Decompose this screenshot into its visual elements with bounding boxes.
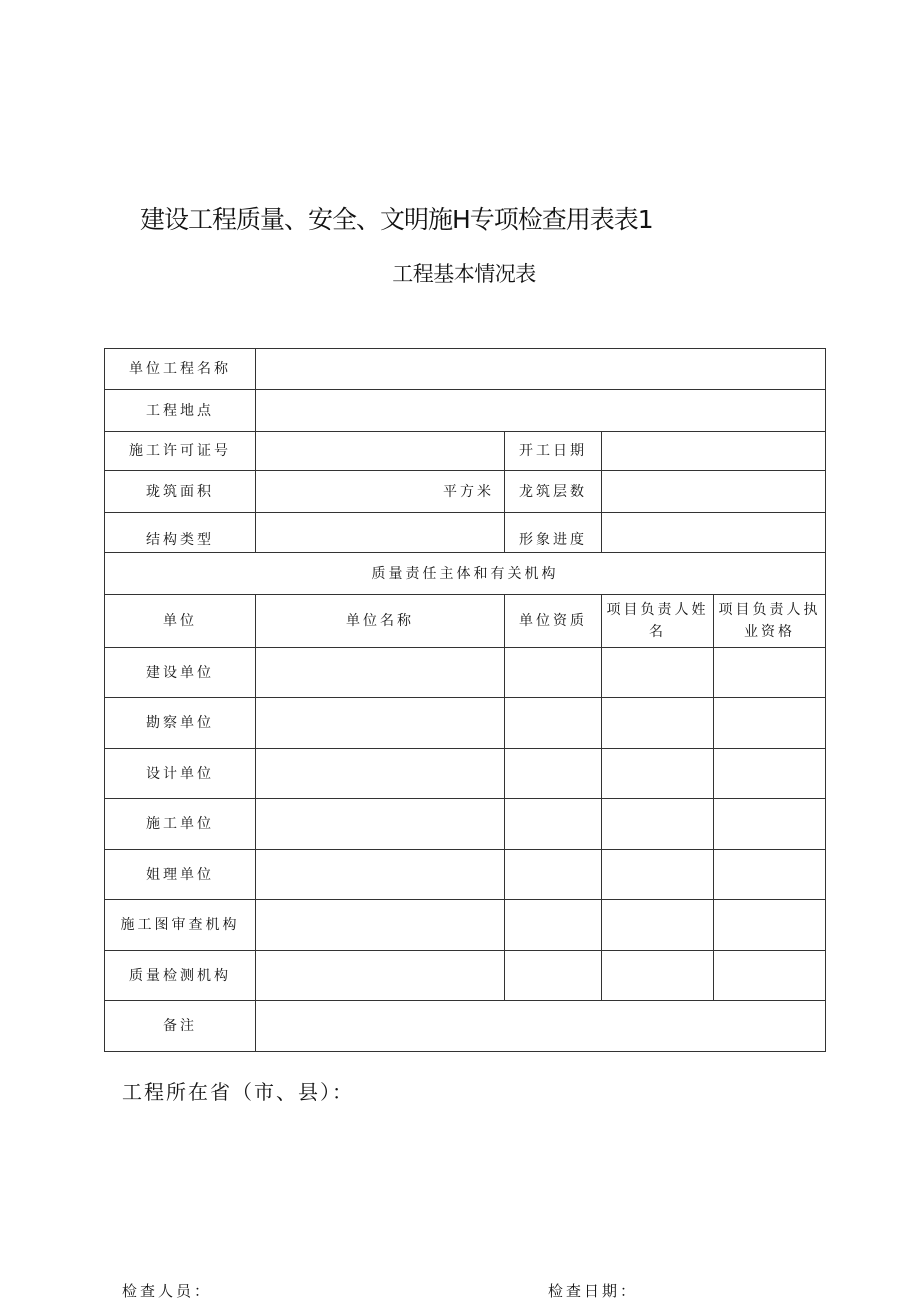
qualification-cell[interactable] xyxy=(505,850,602,900)
location-field[interactable] xyxy=(256,390,826,432)
section-title: 质量责任主体和有关机构 xyxy=(105,553,826,595)
manager-name-cell[interactable] xyxy=(602,850,714,900)
unit-label: 建设单位 xyxy=(105,648,256,698)
qualification-cell[interactable] xyxy=(505,951,602,1001)
qualification-cell[interactable] xyxy=(505,799,602,850)
table-row xyxy=(105,648,826,698)
inspector-label: 检查人员： xyxy=(122,1282,213,1300)
unit-name-cell[interactable] xyxy=(256,648,505,698)
unit-name-cell[interactable] xyxy=(256,850,505,900)
permit-label: 施工许可证号 xyxy=(105,432,256,471)
unit-label: 质量检测机构 xyxy=(105,951,256,1001)
table-row xyxy=(105,749,826,799)
table-row xyxy=(105,1001,826,1052)
table-row xyxy=(105,390,826,432)
qualification-cell[interactable] xyxy=(505,749,602,799)
table-row xyxy=(105,471,826,513)
table-row xyxy=(105,553,826,595)
qualification-cell[interactable] xyxy=(505,698,602,749)
unit-label: 设计单位 xyxy=(105,749,256,799)
progress-label: 形象进度 xyxy=(505,513,602,553)
manager-name-cell[interactable] xyxy=(602,951,714,1001)
table-row xyxy=(105,850,826,900)
manager-name-cell[interactable] xyxy=(602,648,714,698)
table-row xyxy=(105,432,826,471)
remarks-label: 备注 xyxy=(105,1001,256,1052)
unit-label: 施工图审查机构 xyxy=(105,900,256,951)
structure-field[interactable] xyxy=(256,513,505,553)
manager-name-cell[interactable] xyxy=(602,900,714,951)
table-row xyxy=(105,951,826,1001)
manager-cert-cell[interactable] xyxy=(714,951,826,1001)
table-row xyxy=(105,513,826,553)
unit-name-cell[interactable] xyxy=(256,749,505,799)
unit-name-cell[interactable] xyxy=(256,799,505,850)
page-subtitle: 工程基本情况表 xyxy=(392,262,536,286)
location-label: 工程地点 xyxy=(105,390,256,432)
area-label: 珑筑面积 xyxy=(105,471,256,513)
manager-cert-cell[interactable] xyxy=(714,749,826,799)
manager-name-cell[interactable] xyxy=(602,698,714,749)
progress-field[interactable] xyxy=(602,513,826,553)
manager-name-cell[interactable] xyxy=(602,799,714,850)
structure-label: 结构类型 xyxy=(105,513,256,553)
header-unit: 单位 xyxy=(105,595,256,648)
header-unit-name: 单位名称 xyxy=(256,595,505,648)
table-row xyxy=(105,698,826,749)
unit-label: 勘察单位 xyxy=(105,698,256,749)
unit-label: 施工单位 xyxy=(105,799,256,850)
manager-cert-cell[interactable] xyxy=(714,850,826,900)
manager-name-cell[interactable] xyxy=(602,749,714,799)
unit-name-cell[interactable] xyxy=(256,698,505,749)
start-date-label: 开工日期 xyxy=(505,432,602,471)
table-header-row xyxy=(105,595,826,648)
qualification-cell[interactable] xyxy=(505,900,602,951)
unit-name-cell[interactable] xyxy=(256,900,505,951)
floors-field[interactable] xyxy=(602,471,826,513)
header-manager-name: 项目负责人姓名 xyxy=(602,595,714,648)
page-title: 建设工程质量、安全、文明施H专项检查用表表1 xyxy=(140,205,653,234)
header-qualification: 单位资质 xyxy=(505,595,602,648)
floors-label: 龙筑层数 xyxy=(505,471,602,513)
project-name-label: 单位工程名称 xyxy=(105,349,256,390)
table-row xyxy=(105,900,826,951)
manager-cert-cell[interactable] xyxy=(714,900,826,951)
inspection-date-label: 检查日期： xyxy=(548,1282,639,1300)
table-row xyxy=(105,799,826,850)
project-info-table xyxy=(104,348,826,1052)
manager-cert-cell[interactable] xyxy=(714,698,826,749)
manager-cert-cell[interactable] xyxy=(714,799,826,850)
start-date-field[interactable] xyxy=(602,432,826,471)
area-unit: 平方米 xyxy=(256,471,505,513)
unit-label: 姐理单位 xyxy=(105,850,256,900)
header-manager-cert: 项目负责人执业资格 xyxy=(714,595,826,648)
permit-field[interactable] xyxy=(256,432,505,471)
project-name-field[interactable] xyxy=(256,349,826,390)
qualification-cell[interactable] xyxy=(505,648,602,698)
remarks-field[interactable] xyxy=(256,1001,826,1052)
manager-cert-cell[interactable] xyxy=(714,648,826,698)
province-label: 工程所在省（市、县）： xyxy=(122,1080,354,1104)
table-row xyxy=(105,349,826,390)
unit-name-cell[interactable] xyxy=(256,951,505,1001)
